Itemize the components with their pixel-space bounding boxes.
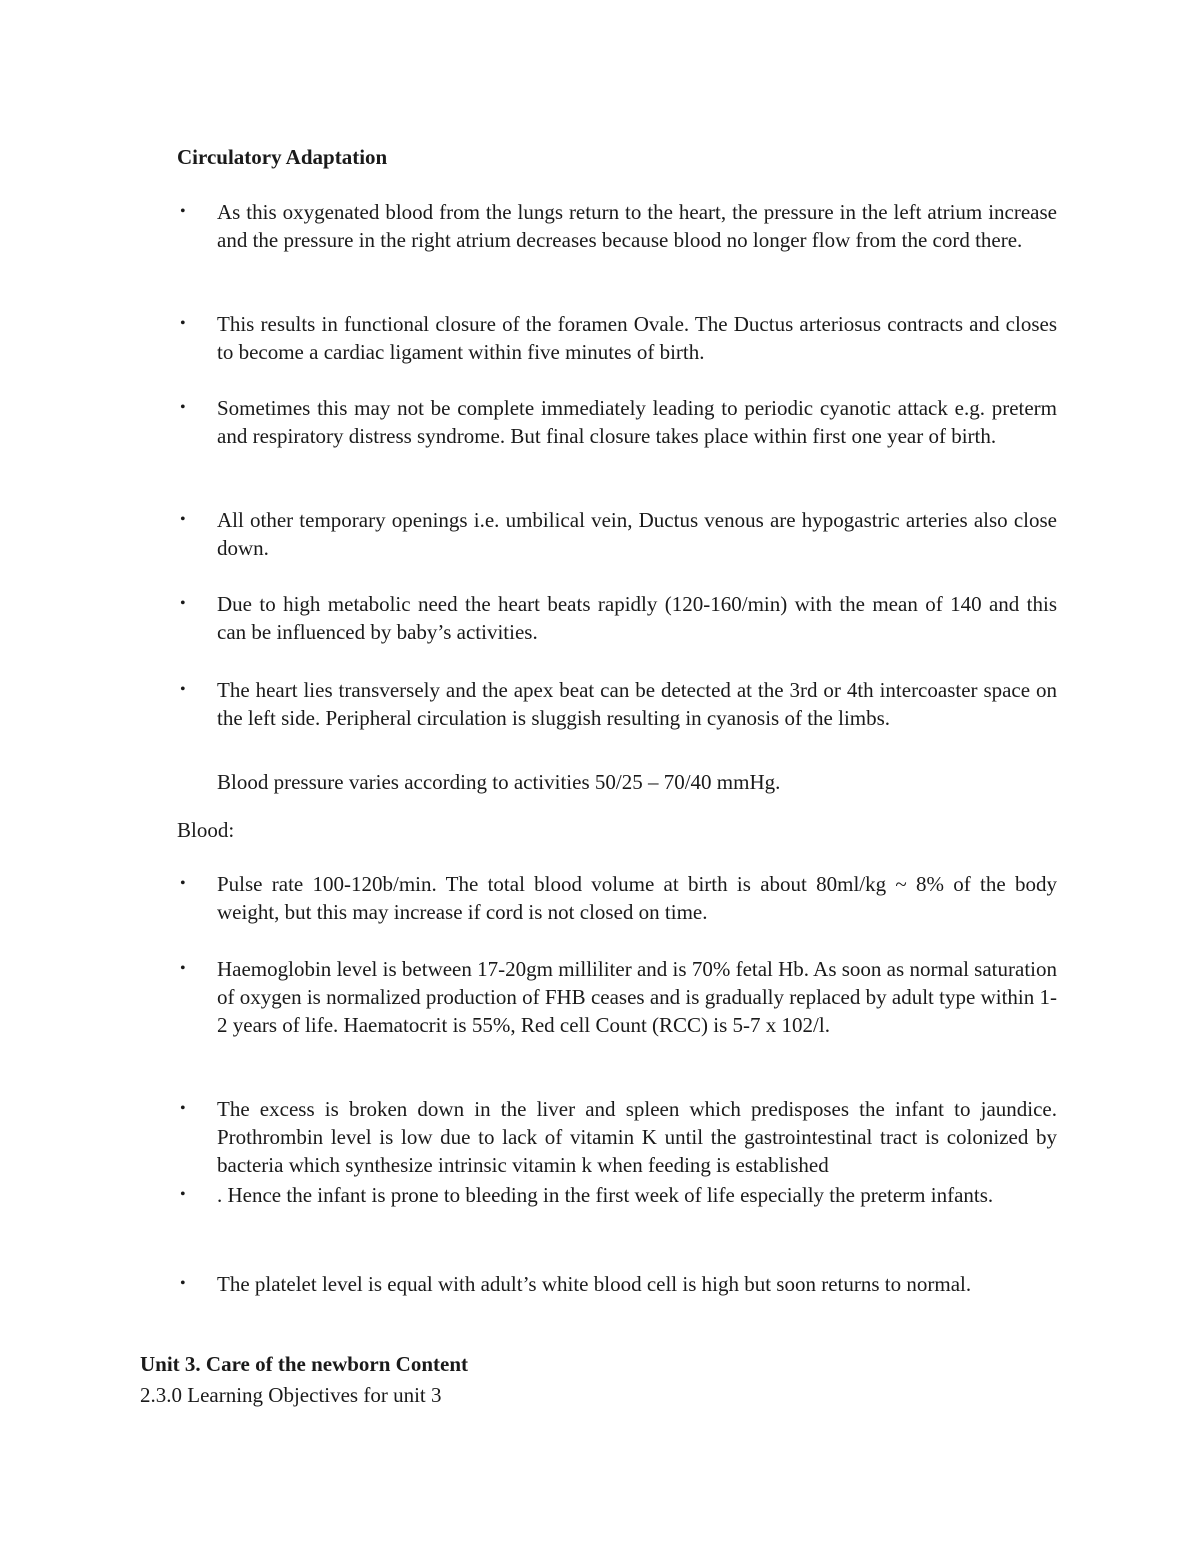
bullet-list-circulatory (177, 198, 1057, 254)
unit-subheading: 2.3.0 Learning Objectives for unit 3 (140, 1383, 442, 1407)
section-heading-circulatory: Circulatory Adaptation (177, 145, 388, 169)
bullet-icon: • (180, 1275, 186, 1292)
list-item (177, 1270, 1057, 1298)
bullet-icon: • (180, 315, 186, 332)
list-item (177, 1095, 1057, 1179)
bullet-icon: • (180, 595, 186, 612)
bullet-text: This results in functional closure of the foramen Ovale. The Ductus arteriosus contracts and closes to become a cardiac ligament within five minutes of birth. (217, 312, 1057, 364)
bullet-list-blood (177, 1270, 1057, 1298)
bullet-text: The excess is broken down in the liver and spleen which predisposes the infant to jaundice. Prothrombin level is low due to lack of vitamin K until the gastrointestinal tract is colonized by bacteria which synthesize intrinsic vitamin k when feeding is established (217, 1097, 1057, 1177)
bullet-icon: • (180, 203, 186, 220)
bullet-icon: • (180, 511, 186, 528)
bullet-list-blood (177, 955, 1057, 1039)
bullet-text: Haemoglobin level is between 17-20gm milliliter and is 70% fetal Hb. As soon as normal saturation of oxygen is normalized production of FHB ceases and is gradually replaced by adult type within 1-2 years of life. Haematocrit is 55%, Red cell Count (RCC) is 5-7 x 102/l. (217, 957, 1057, 1037)
bullet-text: The heart lies transversely and the apex beat can be detected at the 3rd or 4th intercoaster space on the left side. Peripheral circulation is sluggish resulting in cyanosis of the limbs. (217, 678, 1057, 730)
list-item (177, 1181, 1057, 1209)
list-item (177, 198, 1057, 254)
unit-heading: Unit 3. Care of the newborn Content (140, 1352, 469, 1376)
bullet-list-circulatory (177, 676, 1057, 732)
bullet-icon: • (180, 960, 186, 977)
list-item (177, 506, 1057, 562)
bullet-icon: • (180, 875, 186, 892)
bullet-text: Due to high metabolic need the heart beats rapidly (120-160/min) with the mean of 140 and this can be influenced by baby’s activities. (217, 592, 1057, 644)
bullet-list-blood (177, 870, 1057, 926)
bullet-list-circulatory (177, 310, 1057, 366)
list-item (177, 955, 1057, 1039)
bullet-text: . Hence the infant is prone to bleeding in the first week of life especially the preterm infants. (217, 1183, 994, 1207)
bullet-text: The platelet level is equal with adult’s white blood cell is high but soon returns to normal. (217, 1272, 972, 1296)
bullet-text: As this oxygenated blood from the lungs return to the heart, the pressure in the left atrium increase and the pressure in the right atrium decreases because blood no longer flow from the cord there. (217, 200, 1057, 252)
list-item (177, 310, 1057, 366)
bullet-list-blood (177, 1181, 1057, 1209)
bullet-text: All other temporary openings i.e. umbilical vein, Ductus venous are hypogastric arteries also close down. (217, 508, 1057, 560)
bullet-icon: • (180, 1100, 186, 1117)
list-item (177, 394, 1057, 450)
bullet-list-circulatory (177, 590, 1057, 646)
section-label-blood: Blood: (177, 818, 235, 842)
blood-pressure-line: Blood pressure varies according to activities 50/25 – 70/40 mmHg. (217, 770, 781, 794)
list-item (177, 870, 1057, 926)
bullet-text: Pulse rate 100-120b/min. The total blood volume at birth is about 80ml/kg ~ 8% of the body weight, but this may increase if cord is not closed on time. (217, 872, 1057, 924)
bullet-icon: • (180, 1186, 186, 1203)
bullet-list-blood (177, 1095, 1057, 1179)
bullet-icon: • (180, 681, 186, 698)
bullet-text: Sometimes this may not be complete immediately leading to periodic cyanotic attack e.g. preterm and respiratory distress syndrome. But final closure takes place within first one year of birth. (217, 396, 1057, 448)
bullet-list-circulatory (177, 506, 1057, 562)
bullet-icon: • (180, 399, 186, 416)
list-item (177, 676, 1057, 732)
list-item (177, 590, 1057, 646)
bullet-list-circulatory (177, 394, 1057, 450)
